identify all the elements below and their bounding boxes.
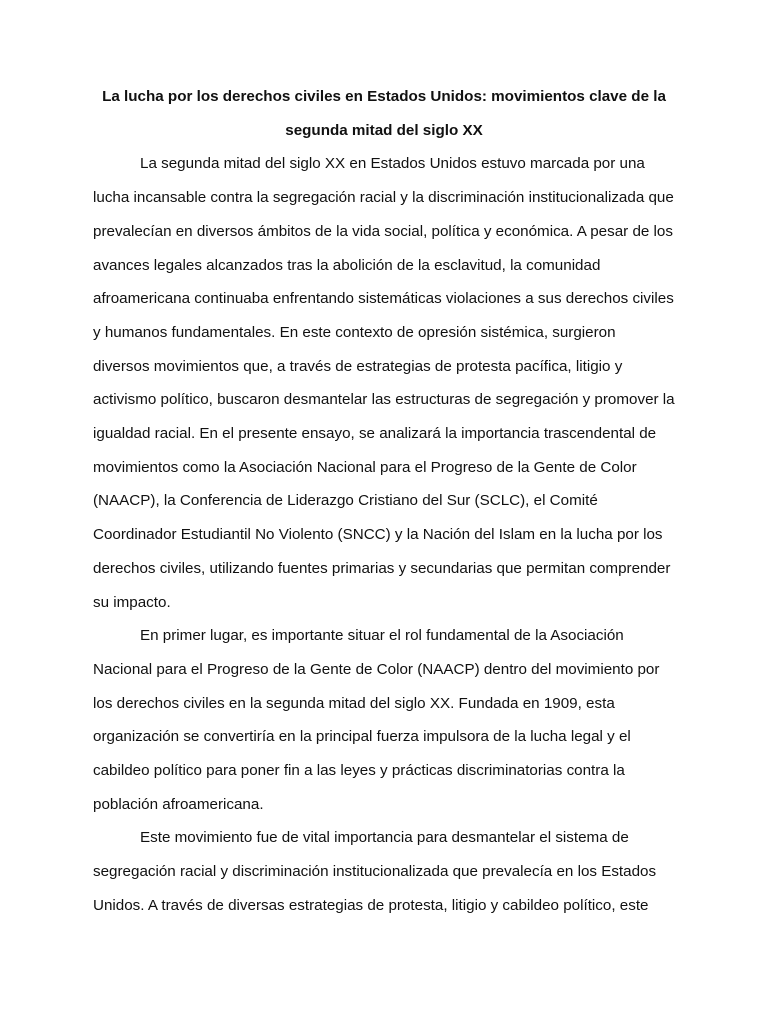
paragraph-3: Este movimiento fue de vital importancia para desmantelar el sistema de segregación racial y discriminación institucionalizada que prevalecía en los Estados Unidos. A través de diversas estrategias de protesta, litigio y cabildeo político, este [93, 829, 657, 914]
document-body [93, 80, 675, 923]
paragraph-2: En primer lugar, es importante situar el rol fundamental de la Asociación Nacional para el Progreso de la Gente de Color (NAACP) dentro del movimiento por los derechos civiles en la segunda mitad del siglo XX. Fundada en 1909, esta organización se convertiría en la principal fuerza impulsora de la lucha legal y el cabildeo político para poner fin a las leyes y prácticas discriminatorias contra la población afroamericana. [93, 627, 660, 813]
paragraph-1: La segunda mitad del siglo XX en Estados Unidos estuvo marcada por una lucha incansable contra la segregación racial y la discriminación institucionalizada que prevalecían en diversos ámbitos de la vida social, política y económica. A pesar de los avances legales alcanzados tras la abolición de la esclavitud, la comunidad afroamericana continuaba enfrentando sistemáticas violaciones a sus derechos civiles y humanos fundamentales. En este contexto de opresión sistémica, surgieron diversos movimientos que, a través de estrategias de protesta pacífica, litigio y activismo político, buscaron desmantelar las estructuras de segregación y promover la igualdad racial. En el presente ensayo, se analizará la importancia trascendental de movimientos como la Asociación Nacional para el Progreso de la Gente de Color (NAACP), la Conferencia de Liderazgo Cristiano del Sur (SCLC), el Comité Coordinador Estudiantil No Violento (SNCC) y la Nación del Islam en la lucha por los derechos civiles, utilizando fuentes primarias y secundarias que permitan comprender su impacto. [93, 155, 675, 611]
document-title: La lucha por los derechos civiles en Estados Unidos: movimientos clave de la segunda mitad del siglo XX [102, 88, 666, 139]
